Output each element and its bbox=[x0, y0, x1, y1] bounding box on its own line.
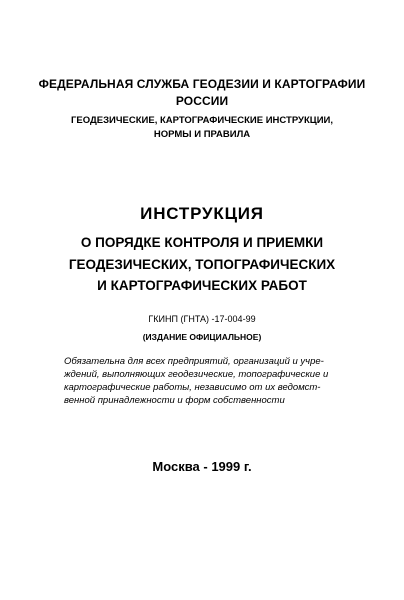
series-line: ГЕОДЕЗИЧЕСКИЕ, КАРТОГРАФИЧЕСКИЕ ИНСТРУКЦИИ, bbox=[70, 115, 333, 126]
agency-line: ФЕДЕРАЛЬНАЯ СЛУЖБА ГЕОДЕЗИИ И КАРТОГРАФИИ bbox=[38, 77, 366, 91]
document-title-line: О ПОРЯДКЕ КОНТРОЛЯ И ПРИЕМКИ bbox=[80, 235, 324, 250]
document-code: ГКИНП (ГНТА) -17-004-99 bbox=[148, 314, 256, 324]
scope-line: ждений, выполняющих геодезические, топографические и bbox=[64, 369, 329, 380]
document-title bbox=[0, 232, 404, 297]
scope-line: венной принадлежности и форм собственности bbox=[64, 395, 285, 406]
series-line: НОРМЫ И ПРАВИЛА bbox=[153, 129, 251, 140]
edition-note: (ИЗДАНИЕ ОФИЦИАЛЬНОЕ) bbox=[142, 332, 262, 342]
agency-line: РОССИИ bbox=[175, 94, 229, 108]
scope-statement bbox=[64, 355, 346, 407]
document-type: ИНСТРУКЦИЯ bbox=[140, 204, 264, 223]
place-and-year: Москва - 1999 г. bbox=[152, 459, 252, 474]
scope-line: картографические работы, независимо от их ведомст- bbox=[64, 382, 321, 393]
agency-name bbox=[0, 76, 404, 110]
scope-line: Обязательна для всех предприятий, организаций и учре- bbox=[64, 356, 324, 367]
document-title-line: И КАРТОГРАФИЧЕСКИХ РАБОТ bbox=[97, 278, 307, 293]
document-title-line: ГЕОДЕЗИЧЕСКИХ, ТОПОГРАФИЧЕСКИХ bbox=[68, 256, 336, 272]
series-name bbox=[0, 114, 404, 142]
